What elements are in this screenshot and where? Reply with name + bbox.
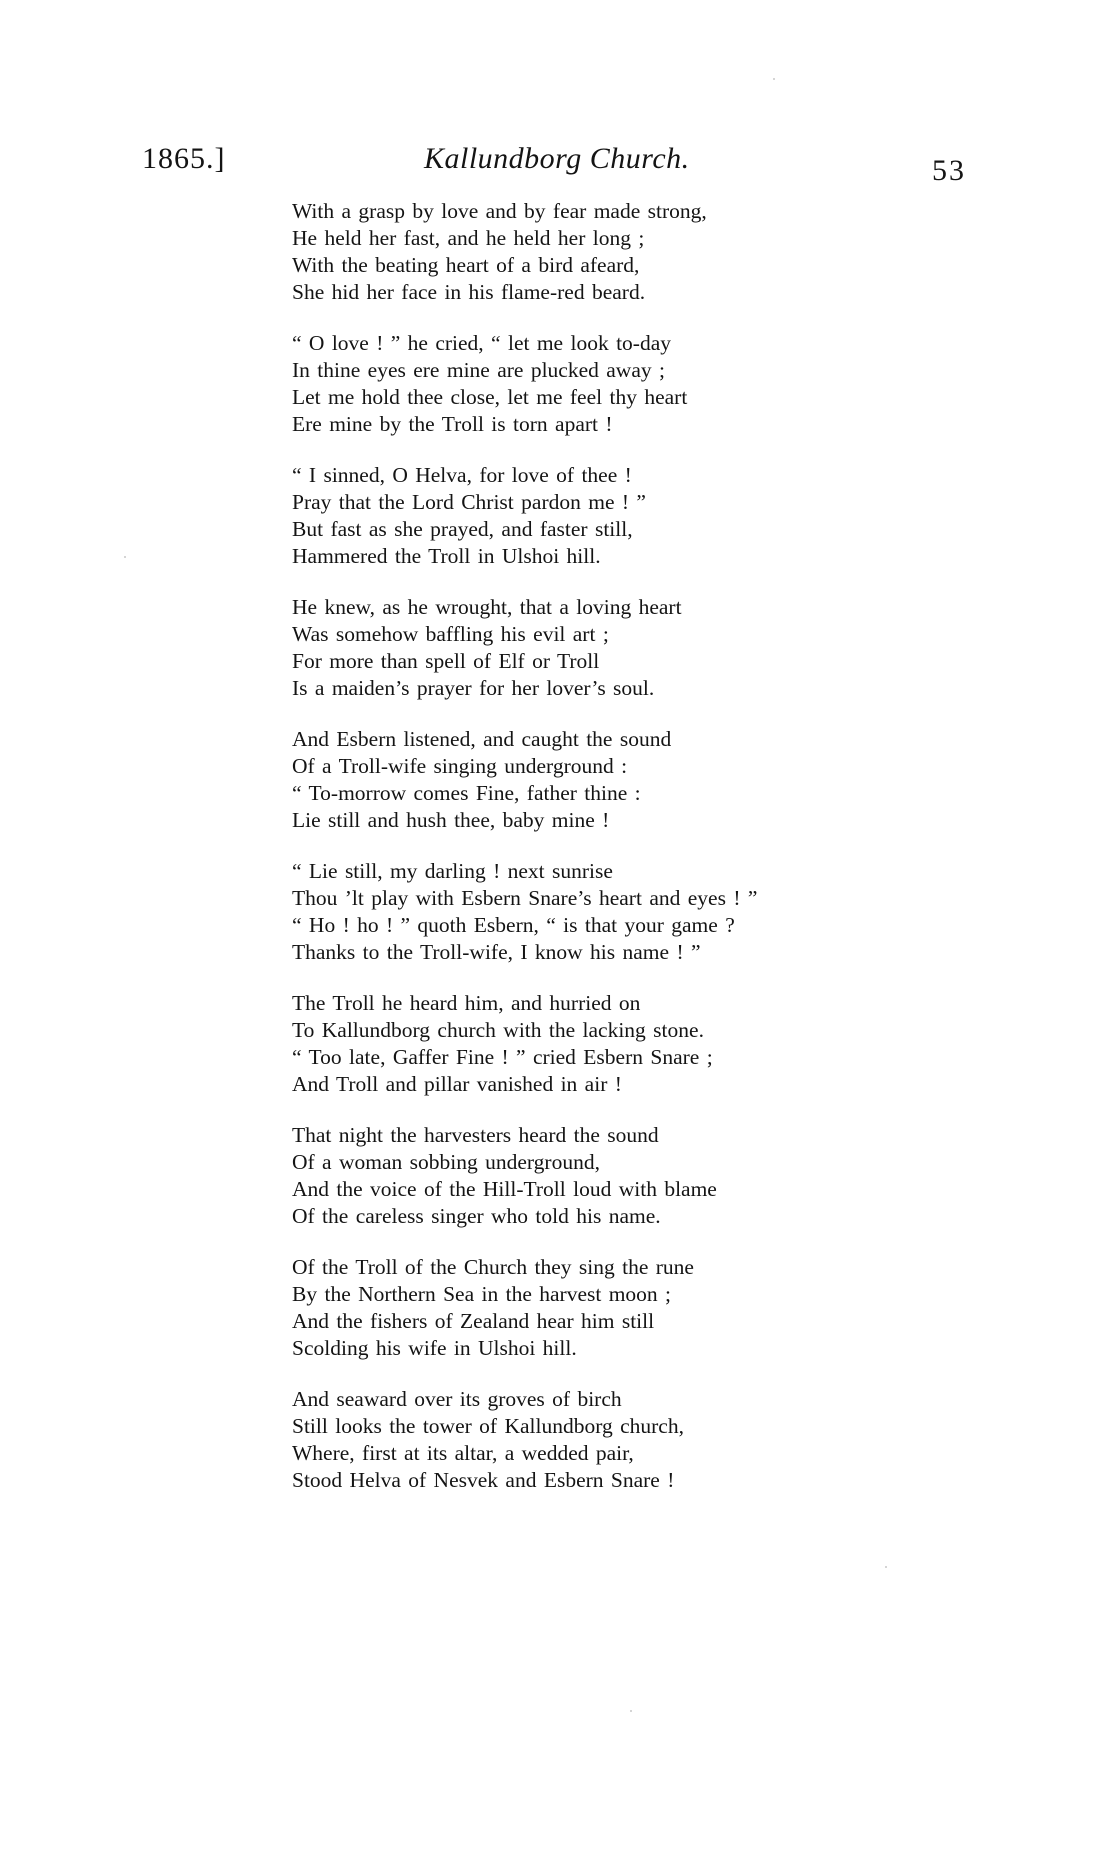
poem-line: “ Too late, Gaffer Fine ! ” cried Esbern Snare ; — [292, 1045, 713, 1069]
poem-line: To Kallundborg church with the lacking stone. — [292, 1018, 704, 1042]
poem-line: And Esbern listened, and caught the sound — [292, 727, 672, 751]
poem-line: Was somehow baffling his evil art ; — [292, 622, 609, 646]
paper-speck — [885, 1566, 887, 1568]
poem-line: She hid her face in his flame-red beard. — [292, 280, 646, 304]
poem-line: Still looks the tower of Kallundborg church, — [292, 1414, 684, 1438]
poem-line: And the fishers of Zealand hear him still — [292, 1309, 655, 1333]
poem-line: “ Lie still, my darling ! next sunrise — [292, 859, 613, 883]
running-head — [0, 142, 1096, 190]
poem-line: Hammered the Troll in Ulshoi hill. — [292, 544, 601, 568]
stanza — [292, 594, 852, 702]
poem-line: And Troll and pillar vanished in air ! — [292, 1072, 622, 1096]
poem-line: Of the Troll of the Church they sing the rune — [292, 1255, 694, 1279]
poem-line: Scolding his wife in Ulshoi hill. — [292, 1336, 577, 1360]
stanza — [292, 1254, 852, 1362]
poem-line: He held her fast, and he held her long ; — [292, 226, 645, 250]
poem-line: Is a maiden’s prayer for her lover’s soul. — [292, 676, 655, 700]
stanza — [292, 726, 852, 834]
poem-line: Let me hold thee close, let me feel thy heart — [292, 385, 688, 409]
poem-line: He knew, as he wrought, that a loving heart — [292, 595, 682, 619]
page-number: 53 — [932, 154, 966, 187]
stanza — [292, 462, 852, 570]
poem-line: Where, first at its altar, a wedded pair, — [292, 1441, 634, 1465]
poem-line: But fast as she prayed, and faster still, — [292, 517, 633, 541]
poem-line: And the voice of the Hill-Troll loud with blame — [292, 1177, 717, 1201]
stanza — [292, 198, 852, 306]
poem-line: And seaward over its groves of birch — [292, 1387, 622, 1411]
poem-line: Pray that the Lord Christ pardon me ! ” — [292, 490, 646, 514]
poem-line: Of a Troll-wife singing underground : — [292, 754, 628, 778]
poem-body — [292, 198, 852, 1518]
poem-line: In thine eyes ere mine are plucked away ; — [292, 358, 665, 382]
stanza — [292, 1386, 852, 1494]
poem-line: That night the harvesters heard the sound — [292, 1123, 659, 1147]
poem-line: Stood Helva of Nesvek and Esbern Snare ! — [292, 1468, 675, 1492]
header-year: 1865.] — [142, 142, 226, 175]
poem-line: For more than spell of Elf or Troll — [292, 649, 600, 673]
header-title: Kallundborg Church. — [424, 142, 690, 175]
poem-line: Ere mine by the Troll is torn apart ! — [292, 412, 613, 436]
poem-line: Thou ’lt play with Esbern Snare’s heart and eyes ! ” — [292, 886, 758, 910]
poem-line: Thanks to the Troll-wife, I know his name ! ” — [292, 940, 701, 964]
poem-line: By the Northern Sea in the harvest moon ; — [292, 1282, 672, 1306]
stanza — [292, 330, 852, 438]
poem-line: With a grasp by love and by fear made strong, — [292, 199, 707, 223]
paper-speck — [124, 556, 126, 558]
stanza — [292, 858, 852, 966]
stanza — [292, 990, 852, 1098]
paper-speck — [630, 1710, 632, 1712]
poem-line: Of the careless singer who told his name. — [292, 1204, 661, 1228]
poem-line: The Troll he heard him, and hurried on — [292, 991, 641, 1015]
poem-line: “ Ho ! ho ! ” quoth Esbern, “ is that your game ? — [292, 913, 735, 937]
poem-line: Of a woman sobbing underground, — [292, 1150, 600, 1174]
poem-line: Lie still and hush thee, baby mine ! — [292, 808, 610, 832]
poem-line: “ I sinned, O Helva, for love of thee ! — [292, 463, 632, 487]
poem-line: “ To-morrow comes Fine, father thine : — [292, 781, 641, 805]
paper-speck — [773, 78, 775, 80]
poem-line: “ O love ! ” he cried, “ let me look to-day — [292, 331, 671, 355]
stanza — [292, 1122, 852, 1230]
poem-line: With the beating heart of a bird afeard, — [292, 253, 640, 277]
